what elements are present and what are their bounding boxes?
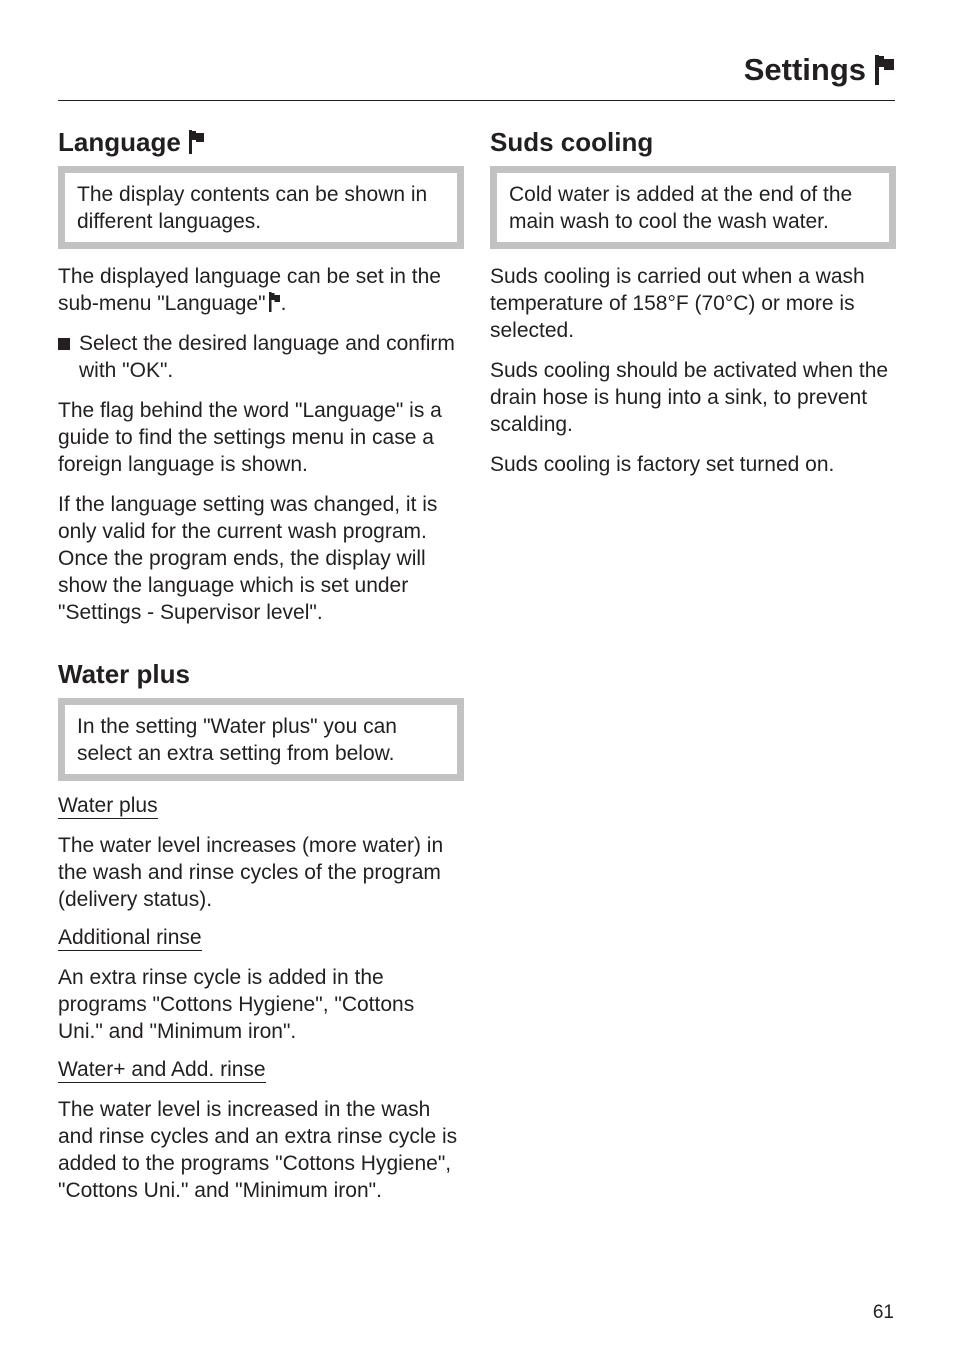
page-title: Settings <box>743 52 866 87</box>
water-plus-heading: Water plus <box>58 659 190 689</box>
suds-cooling-paragraph-2: Suds cooling should be activated when the drain hose is hung into a sink, to prevent scalding. <box>490 359 889 436</box>
option-description: The water level is increased in the wash and rinse cycles and an extra rinse cycle is added to the programs "Cottons Hygiene", "Cottons Uni." and "Minimum iron". <box>58 1098 458 1202</box>
option-title: Additional rinse <box>58 926 202 949</box>
suds-cooling-heading: Suds cooling <box>490 127 654 157</box>
language-paragraph-2: The flag behind the word "Language" is a guide to find the settings menu in case a foreign language is shown. <box>58 399 442 476</box>
language-bullet-text: Select the desired language and confirm with "OK". <box>79 332 455 382</box>
water-plus-option <box>58 781 464 913</box>
language-paragraph-3: If the language setting was changed, it is only valid for the current wash program. Once the program ends, the display will show the language which is set under "Settings - Supervisor level". <box>58 493 438 624</box>
language-section <box>58 124 464 626</box>
water-plus-add-rinse-option <box>58 1045 464 1204</box>
language-info-text: The display contents can be shown in different languages. <box>77 183 428 233</box>
language-bullet <box>58 330 464 384</box>
water-plus-info-text: In the setting "Water plus" you can select an extra setting from below. <box>77 715 397 765</box>
language-p1-text: The displayed language can be set in the sub-menu "Language" <box>58 265 441 315</box>
suds-cooling-info-box <box>490 166 896 249</box>
suds-cooling-info-text: Cold water is added at the end of the main wash to cool the wash water. <box>509 183 853 233</box>
suds-cooling-paragraph-3: Suds cooling is factory set turned on. <box>490 453 835 476</box>
flag-icon <box>269 292 281 312</box>
bullet-square-icon <box>58 338 70 350</box>
language-heading <box>58 124 464 160</box>
page-title-wrap <box>744 50 895 90</box>
page-number: 61 <box>872 1302 894 1323</box>
water-plus-info-box <box>58 698 464 781</box>
right-column <box>490 124 896 478</box>
page-header <box>58 50 895 101</box>
language-p1-end: . <box>280 292 287 315</box>
water-plus-section <box>58 656 464 1204</box>
suds-cooling-paragraph-1: Suds cooling is carried out when a wash temperature of 158°F (70°C) or more is selected. <box>490 265 865 342</box>
left-column <box>58 124 464 1204</box>
option-title: Water+ and Add. rinse <box>58 1058 266 1081</box>
language-paragraph-1 <box>58 263 464 317</box>
option-title: Water plus <box>58 794 158 817</box>
additional-rinse-option <box>58 913 464 1045</box>
language-heading-text: Language <box>58 127 181 157</box>
option-description: The water level increases (more water) in the wash and rinse cycles of the program (delivery status). <box>58 834 444 911</box>
flag-icon <box>189 130 205 154</box>
suds-cooling-section <box>490 124 896 478</box>
option-description: An extra rinse cycle is added in the programs "Cottons Hygiene", "Cottons Uni." and "Minimum iron". <box>58 966 415 1043</box>
language-info-box <box>58 166 464 249</box>
flag-icon <box>875 55 895 85</box>
